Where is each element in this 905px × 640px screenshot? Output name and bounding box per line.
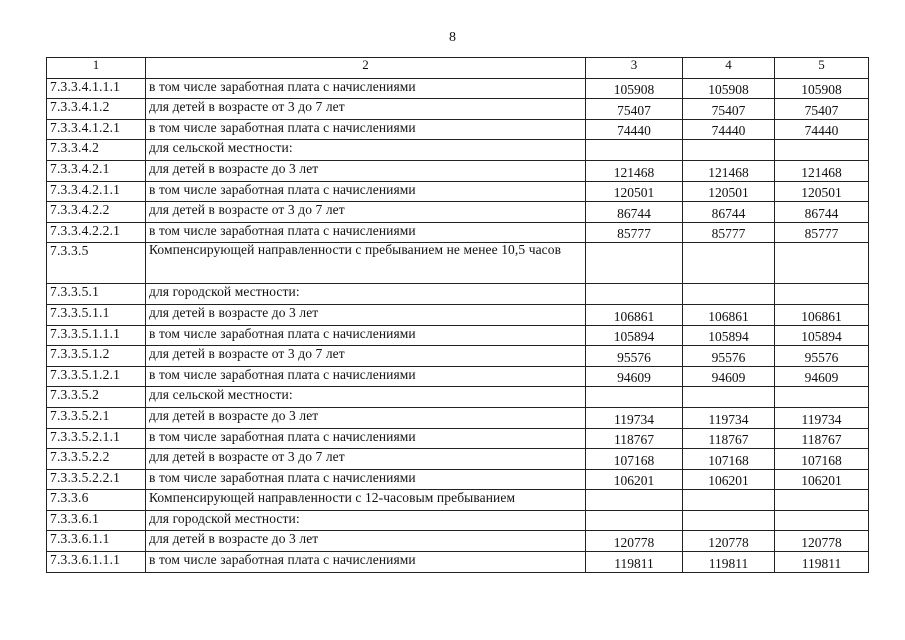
row-description: для детей в возрасте до 3 лет <box>146 531 586 552</box>
row-value-col4: 106201 <box>683 469 775 490</box>
row-value-col4: 105908 <box>683 78 775 99</box>
row-value-col3 <box>586 510 683 531</box>
table-row <box>47 325 869 346</box>
page-number: 8 <box>449 30 456 45</box>
row-description: в том числе заработная плата с начислениями <box>146 469 586 490</box>
row-value-col4: 75407 <box>683 99 775 120</box>
row-value-col3: 118767 <box>586 428 683 449</box>
row-code: 7.3.3.4.2 <box>47 140 146 161</box>
row-code: 7.3.3.5.1.2.1 <box>47 366 146 387</box>
row-value-col3: 119811 <box>586 552 683 573</box>
row-value-col4: 121468 <box>683 160 775 181</box>
row-code: 7.3.3.5.2.1 <box>47 407 146 428</box>
table-row <box>47 366 869 387</box>
row-description: для детей в возрасте до 3 лет <box>146 407 586 428</box>
row-code: 7.3.3.5.2.2 <box>47 449 146 470</box>
row-code: 7.3.3.6.1.1 <box>47 531 146 552</box>
row-description: для сельской местности: <box>146 387 586 408</box>
table-row <box>47 160 869 181</box>
row-value-col3: 74440 <box>586 119 683 140</box>
row-value-col5: 94609 <box>775 366 869 387</box>
table-row <box>47 490 869 511</box>
row-code: 7.3.3.6.1 <box>47 510 146 531</box>
row-value-col5: 105894 <box>775 325 869 346</box>
row-description: для детей в возрасте от 3 до 7 лет <box>146 99 586 120</box>
row-value-col3: 95576 <box>586 346 683 367</box>
row-code: 7.3.3.5.1.2 <box>47 346 146 367</box>
row-value-col4 <box>683 387 775 408</box>
row-value-col3: 105894 <box>586 325 683 346</box>
row-value-col4: 85777 <box>683 222 775 243</box>
row-value-col5: 106201 <box>775 469 869 490</box>
row-value-col5: 107168 <box>775 449 869 470</box>
row-description: в том числе заработная плата с начислениями <box>146 222 586 243</box>
row-value-col5: 75407 <box>775 99 869 120</box>
table-row <box>47 552 869 573</box>
row-value-col5 <box>775 140 869 161</box>
row-value-col3: 121468 <box>586 160 683 181</box>
row-code: 7.3.3.4.1.2 <box>47 99 146 120</box>
table-row <box>47 99 869 120</box>
row-value-col4: 120501 <box>683 181 775 202</box>
row-value-col5: 119734 <box>775 407 869 428</box>
row-value-col3 <box>586 387 683 408</box>
row-code: 7.3.3.6 <box>47 490 146 511</box>
row-description: для детей в возрасте от 3 до 7 лет <box>146 202 586 223</box>
column-header-1: 1 <box>47 58 146 79</box>
row-value-col3: 75407 <box>586 99 683 120</box>
row-value-col5 <box>775 490 869 511</box>
row-value-col3: 106201 <box>586 469 683 490</box>
row-description: Компенсирующей направленности с пребыванием не менее 10,5 часов <box>146 243 586 284</box>
table-row <box>47 346 869 367</box>
table-row <box>47 469 869 490</box>
row-code: 7.3.3.4.2.1.1 <box>47 181 146 202</box>
table-row <box>47 181 869 202</box>
row-value-col3: 107168 <box>586 449 683 470</box>
row-value-col5: 106861 <box>775 304 869 325</box>
row-value-col5: 74440 <box>775 119 869 140</box>
row-description: в том числе заработная плата с начислениями <box>146 78 586 99</box>
row-value-col5 <box>775 510 869 531</box>
row-value-col5: 118767 <box>775 428 869 449</box>
row-code: 7.3.3.4.2.2 <box>47 202 146 223</box>
row-value-col4: 94609 <box>683 366 775 387</box>
table-row <box>47 407 869 428</box>
row-description: для сельской местности: <box>146 140 586 161</box>
row-description: в том числе заработная плата с начислениями <box>146 552 586 573</box>
row-value-col3: 85777 <box>586 222 683 243</box>
row-code: 7.3.3.6.1.1.1 <box>47 552 146 573</box>
table-row <box>47 449 869 470</box>
row-value-col3 <box>586 243 683 284</box>
table-row <box>47 304 869 325</box>
table-row <box>47 510 869 531</box>
row-value-col3 <box>586 490 683 511</box>
row-description: Компенсирующей направленности с 12-часовым пребыванием <box>146 490 586 511</box>
row-value-col4: 107168 <box>683 449 775 470</box>
row-code: 7.3.3.4.2.2.1 <box>47 222 146 243</box>
row-value-col5 <box>775 387 869 408</box>
table-row <box>47 202 869 223</box>
row-value-col3 <box>586 140 683 161</box>
row-code: 7.3.3.5.1.1.1 <box>47 325 146 346</box>
table-row <box>47 119 869 140</box>
row-description: в том числе заработная плата с начислениями <box>146 119 586 140</box>
row-description: для детей в возрасте до 3 лет <box>146 160 586 181</box>
row-description: в том числе заработная плата с начислениями <box>146 366 586 387</box>
row-value-col5: 85777 <box>775 222 869 243</box>
row-description: в том числе заработная плата с начислениями <box>146 428 586 449</box>
row-value-col4: 119811 <box>683 552 775 573</box>
row-code: 7.3.3.4.1.1.1 <box>47 78 146 99</box>
row-value-col4 <box>683 243 775 284</box>
row-value-col4: 106861 <box>683 304 775 325</box>
column-header-4: 4 <box>683 58 775 79</box>
row-code: 7.3.3.4.2.1 <box>47 160 146 181</box>
row-value-col5 <box>775 243 869 284</box>
row-code: 7.3.3.5.1 <box>47 284 146 305</box>
row-code: 7.3.3.5.2 <box>47 387 146 408</box>
row-value-col5: 119811 <box>775 552 869 573</box>
row-description: в том числе заработная плата с начислениями <box>146 181 586 202</box>
row-code: 7.3.3.4.1.2.1 <box>47 119 146 140</box>
row-value-col5: 121468 <box>775 160 869 181</box>
row-code: 7.3.3.5 <box>47 243 146 284</box>
row-description: для детей в возрасте от 3 до 7 лет <box>146 449 586 470</box>
row-value-col5: 86744 <box>775 202 869 223</box>
row-value-col3: 106861 <box>586 304 683 325</box>
row-value-col3 <box>586 284 683 305</box>
row-value-col3: 120778 <box>586 531 683 552</box>
row-value-col4: 95576 <box>683 346 775 367</box>
row-value-col3: 94609 <box>586 366 683 387</box>
row-code: 7.3.3.5.2.1.1 <box>47 428 146 449</box>
row-value-col3: 86744 <box>586 202 683 223</box>
column-header-2: 2 <box>146 58 586 79</box>
column-header-5: 5 <box>775 58 869 79</box>
row-code: 7.3.3.5.2.2.1 <box>47 469 146 490</box>
row-value-col4: 118767 <box>683 428 775 449</box>
row-value-col4 <box>683 510 775 531</box>
row-value-col4: 86744 <box>683 202 775 223</box>
row-value-col3: 119734 <box>586 407 683 428</box>
row-value-col4: 120778 <box>683 531 775 552</box>
row-value-col4 <box>683 284 775 305</box>
table-row <box>47 531 869 552</box>
column-header-3: 3 <box>586 58 683 79</box>
table-row <box>47 387 869 408</box>
table-row <box>47 243 869 284</box>
row-value-col5: 120778 <box>775 531 869 552</box>
table-body <box>47 78 869 572</box>
row-value-col5 <box>775 284 869 305</box>
table-row <box>47 140 869 161</box>
row-description: для городской местности: <box>146 284 586 305</box>
table-row <box>47 284 869 305</box>
row-value-col5: 120501 <box>775 181 869 202</box>
row-value-col5: 105908 <box>775 78 869 99</box>
row-value-col3: 120501 <box>586 181 683 202</box>
row-code: 7.3.3.5.1.1 <box>47 304 146 325</box>
table-row <box>47 78 869 99</box>
row-value-col3: 105908 <box>586 78 683 99</box>
row-value-col4 <box>683 490 775 511</box>
row-value-col4: 119734 <box>683 407 775 428</box>
row-description: для городской местности: <box>146 510 586 531</box>
row-value-col4 <box>683 140 775 161</box>
row-value-col4: 74440 <box>683 119 775 140</box>
table-row <box>47 222 869 243</box>
row-description: в том числе заработная плата с начислениями <box>146 325 586 346</box>
tariff-table <box>46 57 869 573</box>
header-row <box>47 58 869 79</box>
row-value-col5: 95576 <box>775 346 869 367</box>
row-value-col4: 105894 <box>683 325 775 346</box>
table-row <box>47 428 869 449</box>
row-description: для детей в возрасте от 3 до 7 лет <box>146 346 586 367</box>
row-description: для детей в возрасте до 3 лет <box>146 304 586 325</box>
